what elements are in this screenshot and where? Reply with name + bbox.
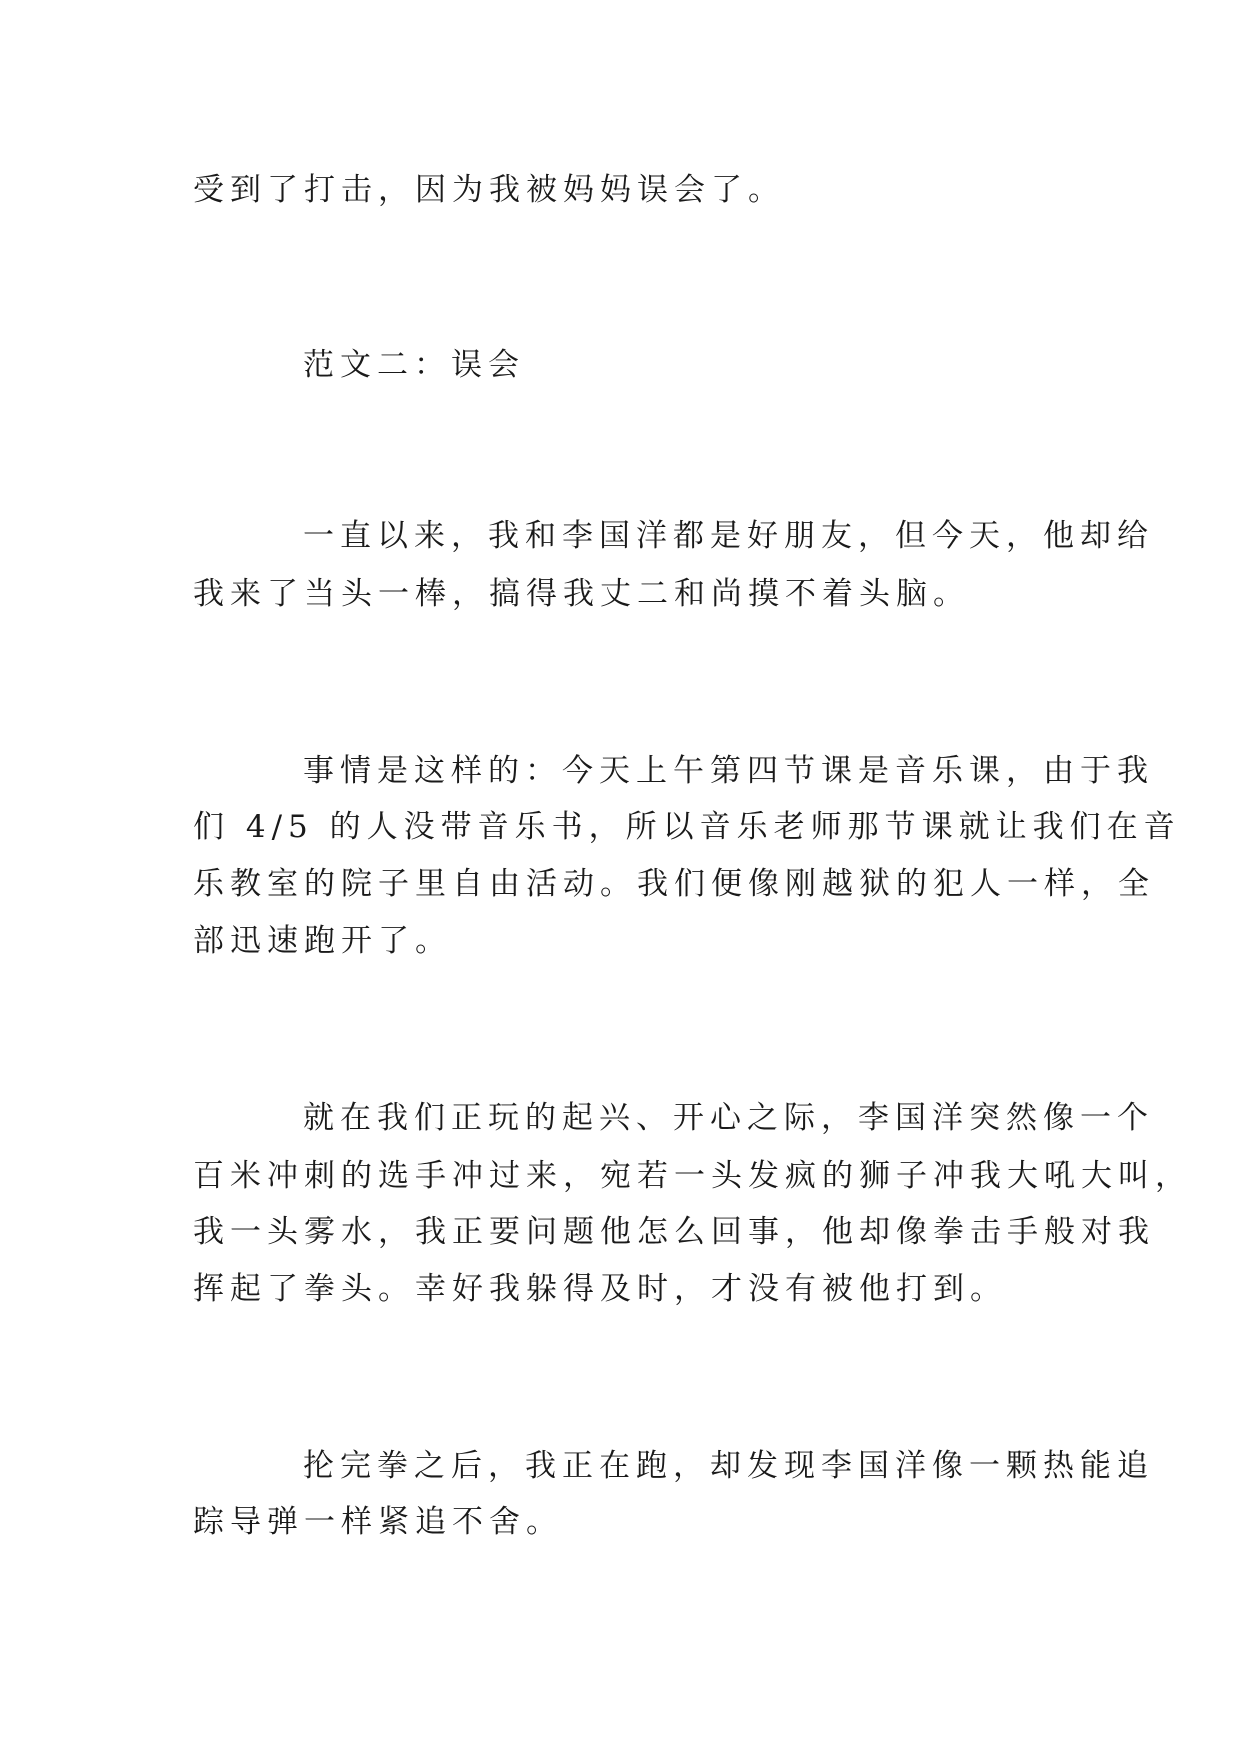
text-line: 抡完拳之后，我正在跑，却发现李国洋像一颗热能追 xyxy=(303,1448,1154,1484)
text-line: 挥起了拳头。幸好我躲得及时，才没有被他打到。 xyxy=(193,1271,1007,1307)
text-line: 乐教室的院子里自由活动。我们便像刚越狱的犯人一样，全 xyxy=(193,866,1155,902)
text-line: 受到了打击，因为我被妈妈误会了。 xyxy=(193,172,785,208)
text-line: 事情是这样的：今天上午第四节课是音乐课，由于我 xyxy=(303,753,1154,789)
text-line: 一直以来，我和李国洋都是好朋友，但今天，他却给 xyxy=(303,518,1154,554)
text-line: 我来了当头一棒，搞得我丈二和尚摸不着头脑。 xyxy=(193,576,970,612)
text-line: 百米冲刺的选手冲过来，宛若一头发疯的狮子冲我大吼大叫， xyxy=(193,1158,1192,1194)
text-line: 就在我们正玩的起兴、开心之际，李国洋突然像一个 xyxy=(303,1100,1154,1136)
text-line: 踪导弹一样紧追不舍。 xyxy=(193,1504,563,1540)
text-line: 我一头雾水，我正要问题他怎么回事，他却像拳击手般对我 xyxy=(193,1214,1155,1250)
section-title: 范文二：误会 xyxy=(303,347,525,383)
text-line: 们 4/5 的人没带音乐书，所以音乐老师那节课就让我们在音 xyxy=(193,809,1181,845)
text-line: 部迅速跑开了。 xyxy=(193,923,452,959)
